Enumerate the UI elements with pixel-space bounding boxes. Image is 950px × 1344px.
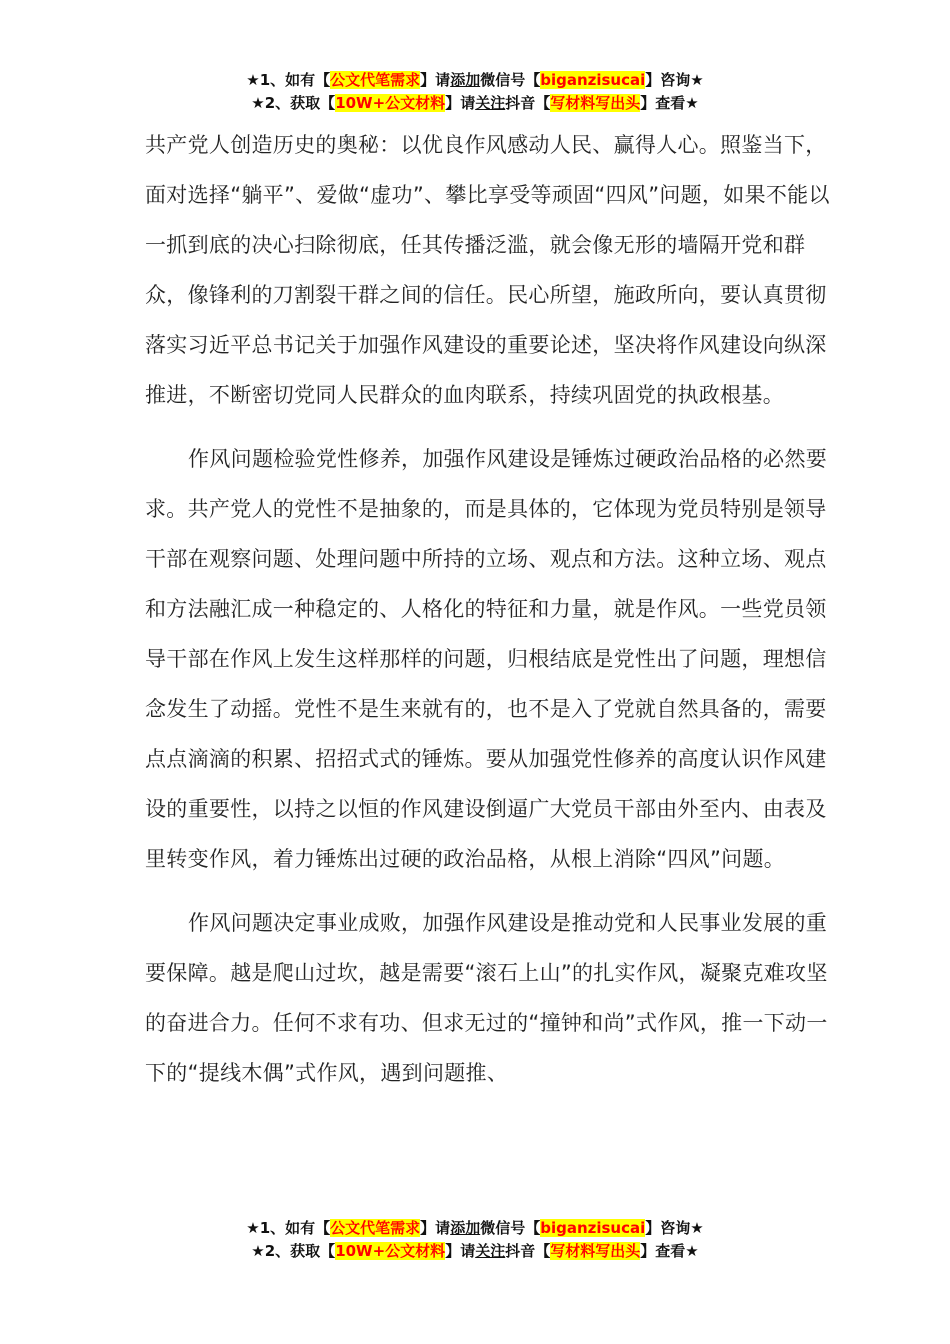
banner-highlight: 写材料写出头 [550,94,641,112]
banner-text: ★2、获取【 [251,94,336,112]
banner-text: ★2、获取【 [251,1242,336,1260]
banner-text: 】咨询★ [645,1219,704,1237]
banner-highlight: 公文代笔需求 [330,71,421,89]
paragraph-3: 作风问题决定事业成败，加强作风建设是推动党和人民事业发展的重要保障。越是爬山过坎，越是需要“滚石上山”的扎实作风，凝聚克难攻坚的奋进合力。任何不求有功、但求无过的“撞钟和尚”式作风，推一下动一下的“提线木偶”式作风，遇到问题推、 [145,911,828,1085]
paragraph-1: 共产党人创造历史的奥秘：以优良作风感动人民、赢得人心。照鉴当下，面对选择“躺平”、爱做“虚功”、攀比享受等顽固“四风”问题，如果不能以一抓到底的决心扫除彻底，任其传播泛滥，就会像无形的墙隔开党和群众，像锋利的刀割裂干群之间的信任。民心所望，施政所向，要认真贯彻落实习近平总书记关于加强作风建设的重要论述，坚决将作风建设向纵深推进，不断密切党同人民群众的血肉联系，持续巩固党的执政根基。 [145,133,830,407]
banner-text: 微信号【 [480,1219,541,1237]
banner-text: 】请 [420,1219,451,1237]
banner-line-2 [0,1240,950,1263]
document-body [145,120,835,1112]
banner-line-1 [0,69,950,92]
banner-text: 抖音【 [505,1242,551,1260]
paragraph-2: 作风问题检验党性修养，加强作风建设是锤炼过硬政治品格的必然要求。共产党人的党性不是抽象的，而是具体的，它体现为党员特别是领导干部在观察问题、处理问题中所持的立场、观点和方法。这种立场、观点和方法融汇成一种稳定的、人格化的特征和力量，就是作风。一些党员领导干部在作风上发生这样那样的问题，归根结底是党性出了问题，理想信念发生了动摇。党性不是生来就有的，也不是入了党就自然具备的，需要点点滴滴的积累、招招式式的锤炼。要从加强党性修养的高度认识作风建设的重要性，以持之以恒的作风建设倒逼广大党员干部由外至内、由表及里转变作风，着力锤炼出过硬的政治品格，从根上消除“四风”问题。 [145,447,828,871]
banner-highlight: 公文代笔需求 [330,1219,421,1237]
banner-highlight: 10W+公文材料 [335,94,446,112]
banner-line-2 [0,92,950,115]
banner-underlined: 添加 [450,1219,481,1237]
banner-highlight: 10W+公文材料 [335,1242,446,1260]
banner-text: 微信号【 [480,71,541,89]
banner-highlight: 写材料写出头 [550,1242,641,1260]
banner-text: 】请 [445,1242,476,1260]
banner-text: 】查看★ [640,94,699,112]
banner-underlined: 关注 [475,94,506,112]
banner-text: 】查看★ [640,1242,699,1260]
footer-banner [0,1217,950,1263]
banner-text: ★1、如有【 [246,1219,331,1237]
banner-text: ★1、如有【 [246,71,331,89]
header-banner [0,69,950,115]
banner-text: 抖音【 [505,94,551,112]
banner-text: 】咨询★ [645,71,704,89]
banner-line-1 [0,1217,950,1240]
banner-text: 】请 [420,71,451,89]
banner-highlight: biganzisucai [540,1219,646,1237]
banner-underlined: 关注 [475,1242,506,1260]
banner-underlined: 添加 [450,71,481,89]
banner-text: 】请 [445,94,476,112]
banner-highlight: biganzisucai [540,71,646,89]
